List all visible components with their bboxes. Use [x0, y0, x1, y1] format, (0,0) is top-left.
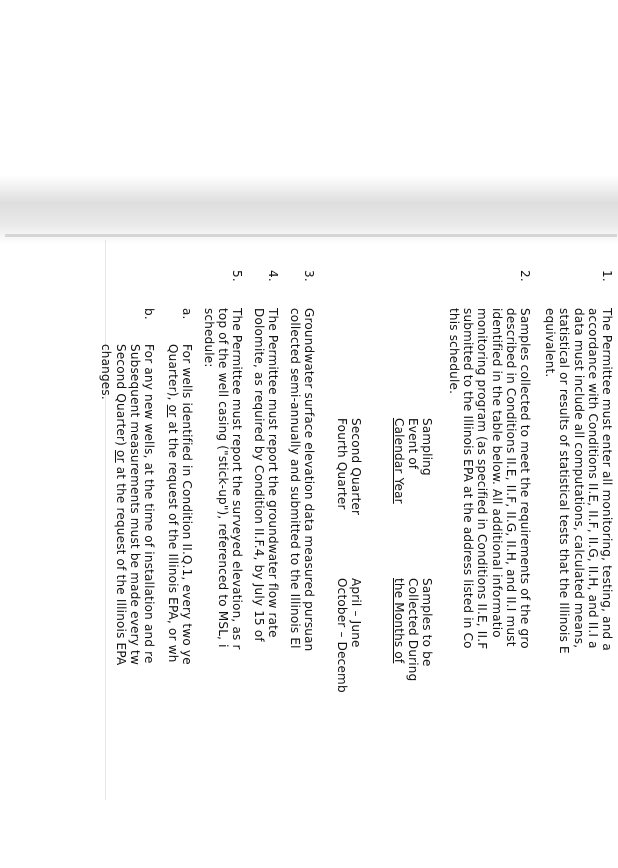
text-line	[166, 344, 180, 830]
text-fragment: at the request of the Illinois EPA, or wh	[165, 417, 180, 663]
sub-item-text	[166, 344, 194, 830]
table-col-months	[335, 578, 434, 693]
or-emphasis: or	[113, 450, 128, 463]
scan-line	[5, 234, 617, 237]
sub-item-label: a.	[180, 308, 194, 320]
item-text	[543, 308, 614, 828]
item-number: 1.	[600, 270, 614, 282]
table-cell: Fourth Quarter	[335, 418, 350, 510]
table-header-line: Sampling	[420, 418, 434, 476]
text-line: Groundwater surface elevation data measured pursuan	[302, 308, 316, 652]
text-line: The Permittee must report the groundwater flow rate	[266, 308, 280, 638]
item-text	[201, 308, 244, 828]
item-text	[252, 308, 280, 828]
text-line: statistical or results of statistical tests that the Illinois E	[557, 308, 572, 654]
sampling-schedule-table	[324, 418, 434, 838]
item-text	[288, 308, 316, 828]
table-col-sampling-event	[335, 418, 434, 515]
text-line: Subsequent measurements must be made every tw	[127, 344, 142, 665]
text-line: data must include all computations, calculated means,	[571, 308, 586, 649]
text-line: identified in the table below. All additional informatio	[489, 308, 504, 638]
text-line: accordance with Conditions II.E, II.F, II.G, II.H, and II.I a	[585, 308, 600, 649]
text-fragment: Second Quarter)	[113, 344, 128, 451]
text-fragment: Quarter),	[165, 344, 180, 405]
text-line: equivalent.	[543, 308, 558, 378]
text-line: For wells identified in Condition II.Q.1, every two ye	[180, 344, 194, 665]
text-line: this schedule.	[446, 308, 461, 395]
table-header-line: Samples to be	[420, 578, 434, 667]
item-number: 3.	[302, 270, 316, 282]
table-header-line: Event of	[405, 418, 420, 470]
table-cell: October – Decemb	[335, 578, 350, 693]
text-line	[113, 344, 127, 830]
text-line: The Permittee must report the surveyed elevation, as r	[230, 308, 244, 650]
text-line: Samples collected to meet the requirements of the gro	[518, 308, 532, 649]
table-cell: Second Quarter	[349, 418, 364, 516]
item-number: 2.	[518, 270, 532, 282]
item-number: 5.	[230, 270, 244, 282]
table-header-line: Calendar Year	[391, 418, 406, 504]
item-text	[447, 308, 532, 828]
sub-item-label: b.	[142, 308, 156, 320]
item-number: 4.	[266, 270, 280, 282]
table-cell: April – June	[349, 578, 364, 648]
text-line: schedule:	[201, 308, 216, 368]
text-line: top of the well casing ("stick-up"), referenced to MSL, i	[215, 308, 230, 648]
text-fragment: at the request of the Illinois EPA	[113, 462, 128, 666]
rotated-document-page	[98, 270, 618, 830]
text-line: Dolomite, as required by Condition II.F.4, by July 15 of	[251, 308, 266, 642]
text-line: monitoring program (as specified in Conditions II.E, II.F	[475, 308, 490, 650]
text-line: described in Conditions II.E, II.F, II.G, II.H, and II.I must	[503, 308, 518, 647]
sub-item-text	[99, 344, 156, 830]
table-header-line: Collected During	[405, 578, 420, 682]
text-line: The Permittee must enter all monitoring, testing, and a	[600, 308, 614, 651]
text-line: For any new wells, at the time of installation and re	[142, 344, 156, 664]
text-line: collected semi-annually and submitted to the Illinois El	[287, 308, 302, 649]
text-line: changes.	[99, 344, 114, 400]
or-emphasis: or	[165, 404, 180, 418]
table-header-line: the Months of	[391, 578, 406, 664]
text-line: submitted to the Illinois EPA at the address listed in Co	[461, 308, 476, 649]
